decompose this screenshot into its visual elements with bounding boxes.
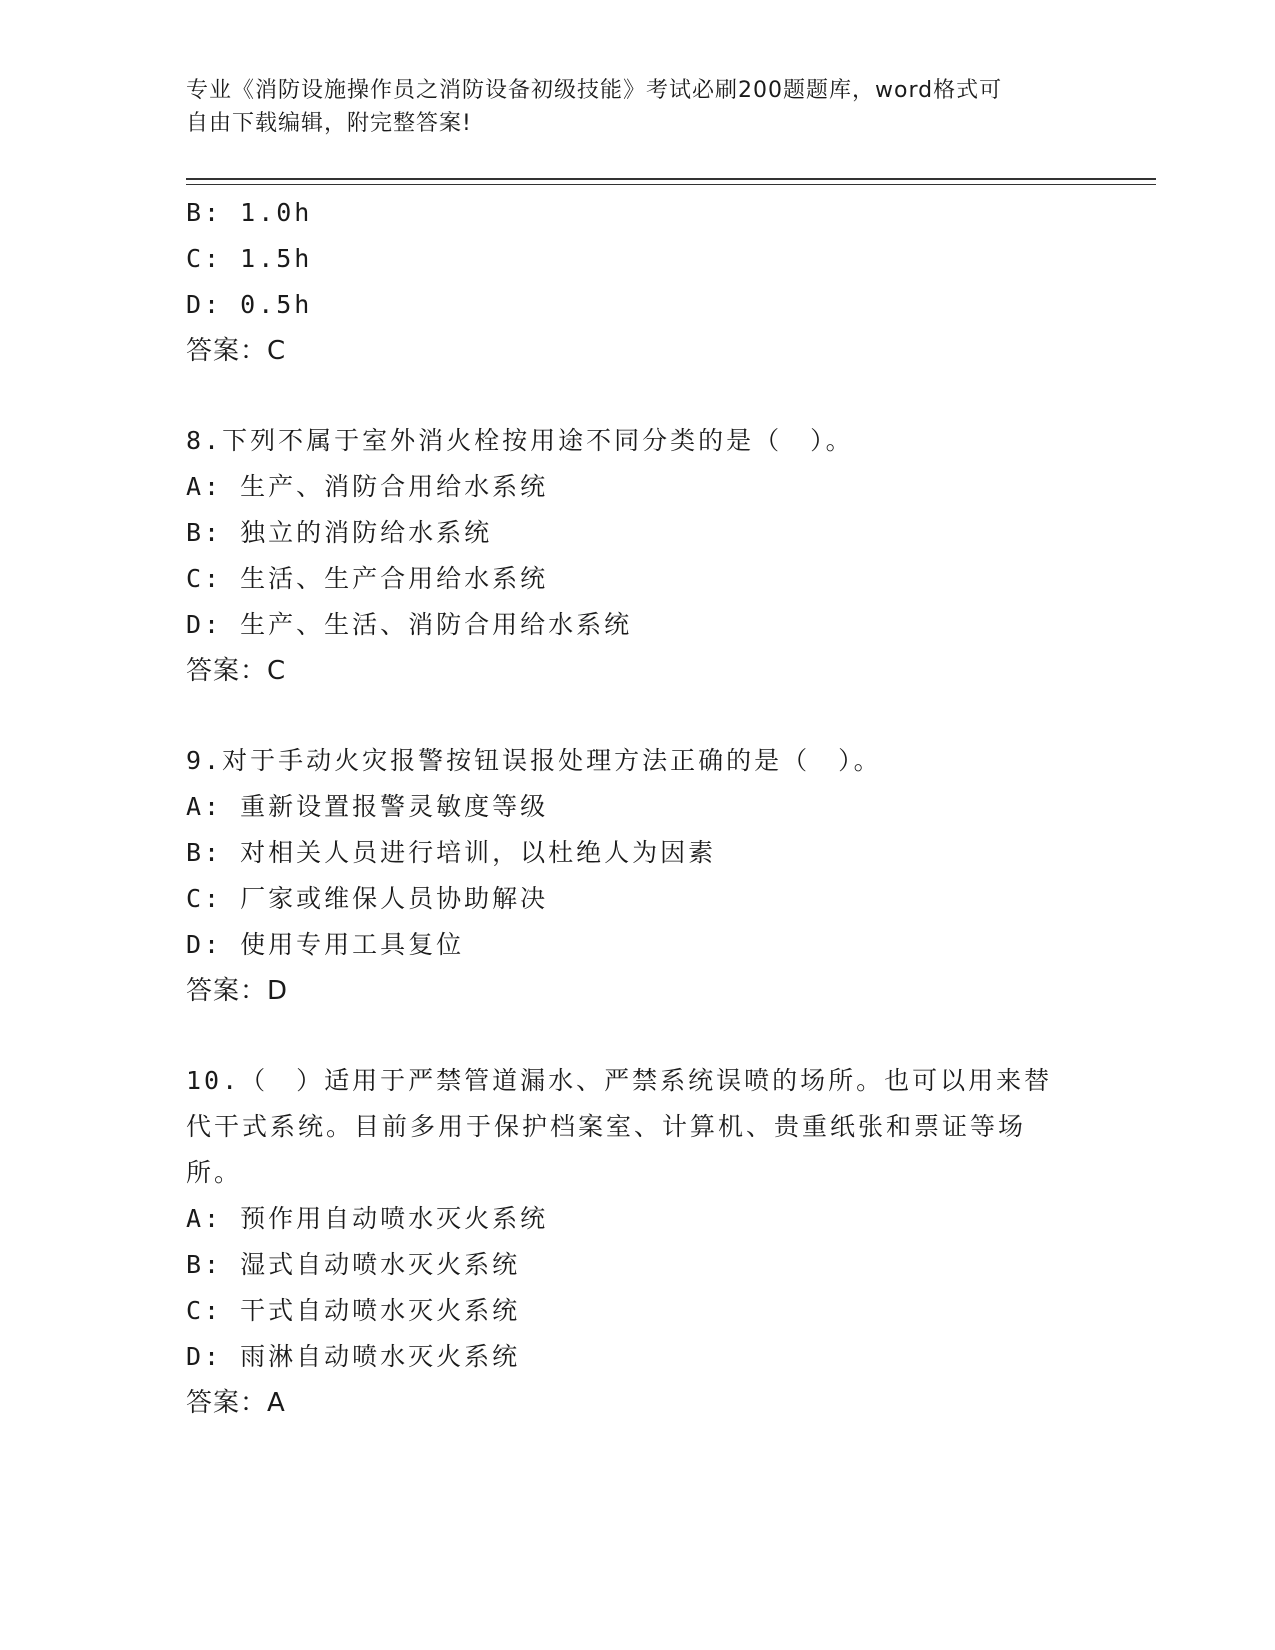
option-d: D: 生产、生活、消防合用给水系统	[186, 610, 633, 639]
question-text-line-3: 所。	[186, 1158, 243, 1187]
question-text: 9.对于手动火灾报警按钮误报处理方法正确的是（ ）。	[186, 746, 882, 775]
question-7-tail	[186, 190, 1086, 374]
header-line-2: 自由下载编辑，附完整答案!	[186, 111, 472, 136]
spacer	[186, 694, 1086, 738]
question-8	[186, 418, 1086, 694]
option-c: C: 厂家或维保人员协助解决	[186, 884, 549, 913]
option-c: C: 生活、生产合用给水系统	[186, 564, 549, 593]
option-a: A: 重新设置报警灵敏度等级	[186, 792, 549, 821]
option-a: A: 生产、消防合用给水系统	[186, 472, 549, 501]
option-c: C: 干式自动喷水灭火系统	[186, 1296, 521, 1325]
question-text: 8.下列不属于室外消火栓按用途不同分类的是（ ）。	[186, 426, 854, 455]
option-a: A: 预作用自动喷水灭火系统	[186, 1204, 549, 1233]
option-d: D: 0.5h	[186, 290, 313, 319]
option-b: B: 湿式自动喷水灭火系统	[186, 1250, 521, 1279]
question-list	[186, 190, 1086, 1426]
option-b: B: 1.0h	[186, 198, 313, 227]
answer-line: 答案：D	[186, 976, 289, 1006]
option-d: D: 雨淋自动喷水灭火系统	[186, 1342, 521, 1371]
question-text-line-2: 代干式系统。目前多用于保护档案室、计算机、贵重纸张和票证等场	[186, 1112, 1027, 1141]
option-b: B: 独立的消防给水系统	[186, 518, 493, 547]
header-divider-thin	[186, 184, 1156, 185]
header-divider-thick	[186, 178, 1156, 180]
document-header	[186, 74, 1086, 140]
spacer	[186, 1014, 1086, 1058]
question-text-line-1: 10.（ ）适用于严禁管道漏水、严禁系统误喷的场所。也可以用来替	[186, 1066, 1053, 1095]
answer-line: 答案：C	[186, 656, 287, 686]
question-10	[186, 1058, 1086, 1426]
question-9	[186, 738, 1086, 1014]
option-d: D: 使用专用工具复位	[186, 930, 465, 959]
answer-line: 答案：C	[186, 336, 287, 366]
option-b: B: 对相关人员进行培训，以杜绝人为因素	[186, 838, 717, 867]
spacer	[186, 374, 1086, 418]
header-line-1: 专业《消防设施操作员之消防设备初级技能》考试必刷200题题库，word格式可	[186, 78, 1003, 103]
option-c: C: 1.5h	[186, 244, 313, 273]
answer-line: 答案：A	[186, 1388, 286, 1418]
